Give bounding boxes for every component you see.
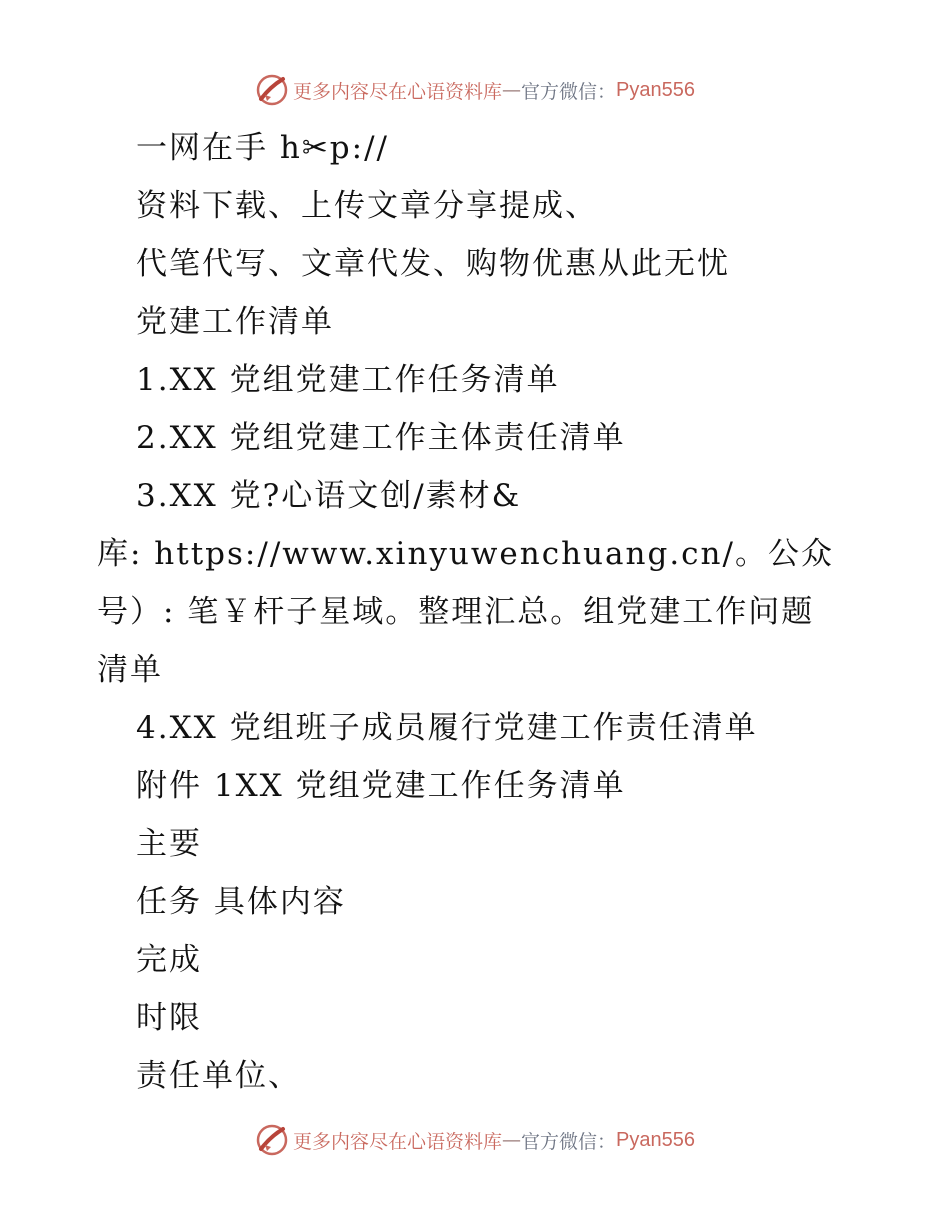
doc-list-item-3: 3.XX 党?心语文创/素材& bbox=[136, 478, 522, 514]
watermark-contact-text: 官方微信： bbox=[521, 1130, 617, 1153]
watermark-site-text: 更多内容尽在心语资料库 bbox=[293, 80, 503, 103]
doc-table-header-task: 任务 具体内容 bbox=[136, 884, 346, 920]
watermark-contact-text: 官方微信： bbox=[521, 80, 617, 103]
brush-pen-logo-icon bbox=[255, 73, 289, 107]
watermark-contact-id: Pyan556 bbox=[616, 78, 695, 101]
doc-list-item-3-cont-2: 号）: 笔￥杆子星域。整理汇总。组党建工作问题 bbox=[97, 594, 815, 630]
doc-table-header-unit: 责任单位、 bbox=[136, 1058, 301, 1094]
doc-table-header-complete: 完成 bbox=[136, 942, 202, 978]
watermark-contact-id: Pyan556 bbox=[616, 1128, 695, 1151]
watermark-dash: — bbox=[502, 79, 522, 101]
watermark-dash: — bbox=[502, 1129, 522, 1151]
doc-list-item-2: 2.XX 党组党建工作主体责任清单 bbox=[136, 420, 626, 456]
doc-list-item-4: 4.XX 党组班子成员履行党建工作责任清单 bbox=[136, 710, 758, 746]
doc-line-promo-3: 代笔代写、文章代发、购物优惠从此无忧 bbox=[136, 246, 730, 282]
doc-list-item-1: 1.XX 党组党建工作任务清单 bbox=[136, 362, 560, 398]
doc-table-header-main: 主要 bbox=[136, 826, 202, 862]
doc-list-item-3-cont-3: 清单 bbox=[97, 652, 163, 688]
doc-line-promo: 一网在手 h✂p:// bbox=[136, 130, 389, 166]
doc-attachment-title: 附件 1XX 党组党建工作任务清单 bbox=[136, 768, 626, 804]
doc-table-header-deadline: 时限 bbox=[136, 1000, 202, 1036]
header-watermark bbox=[0, 70, 950, 110]
doc-line-promo-2: 资料下载、上传文章分享提成、 bbox=[136, 188, 598, 224]
doc-title: 党建工作清单 bbox=[136, 304, 334, 340]
watermark-site-text: 更多内容尽在心语资料库 bbox=[293, 1130, 503, 1153]
brush-pen-logo-icon bbox=[255, 1123, 289, 1157]
footer-watermark bbox=[0, 1120, 950, 1160]
doc-list-item-3-cont-1: 库: https://www.xinyuwenchuang.cn/。公众 bbox=[97, 536, 834, 572]
